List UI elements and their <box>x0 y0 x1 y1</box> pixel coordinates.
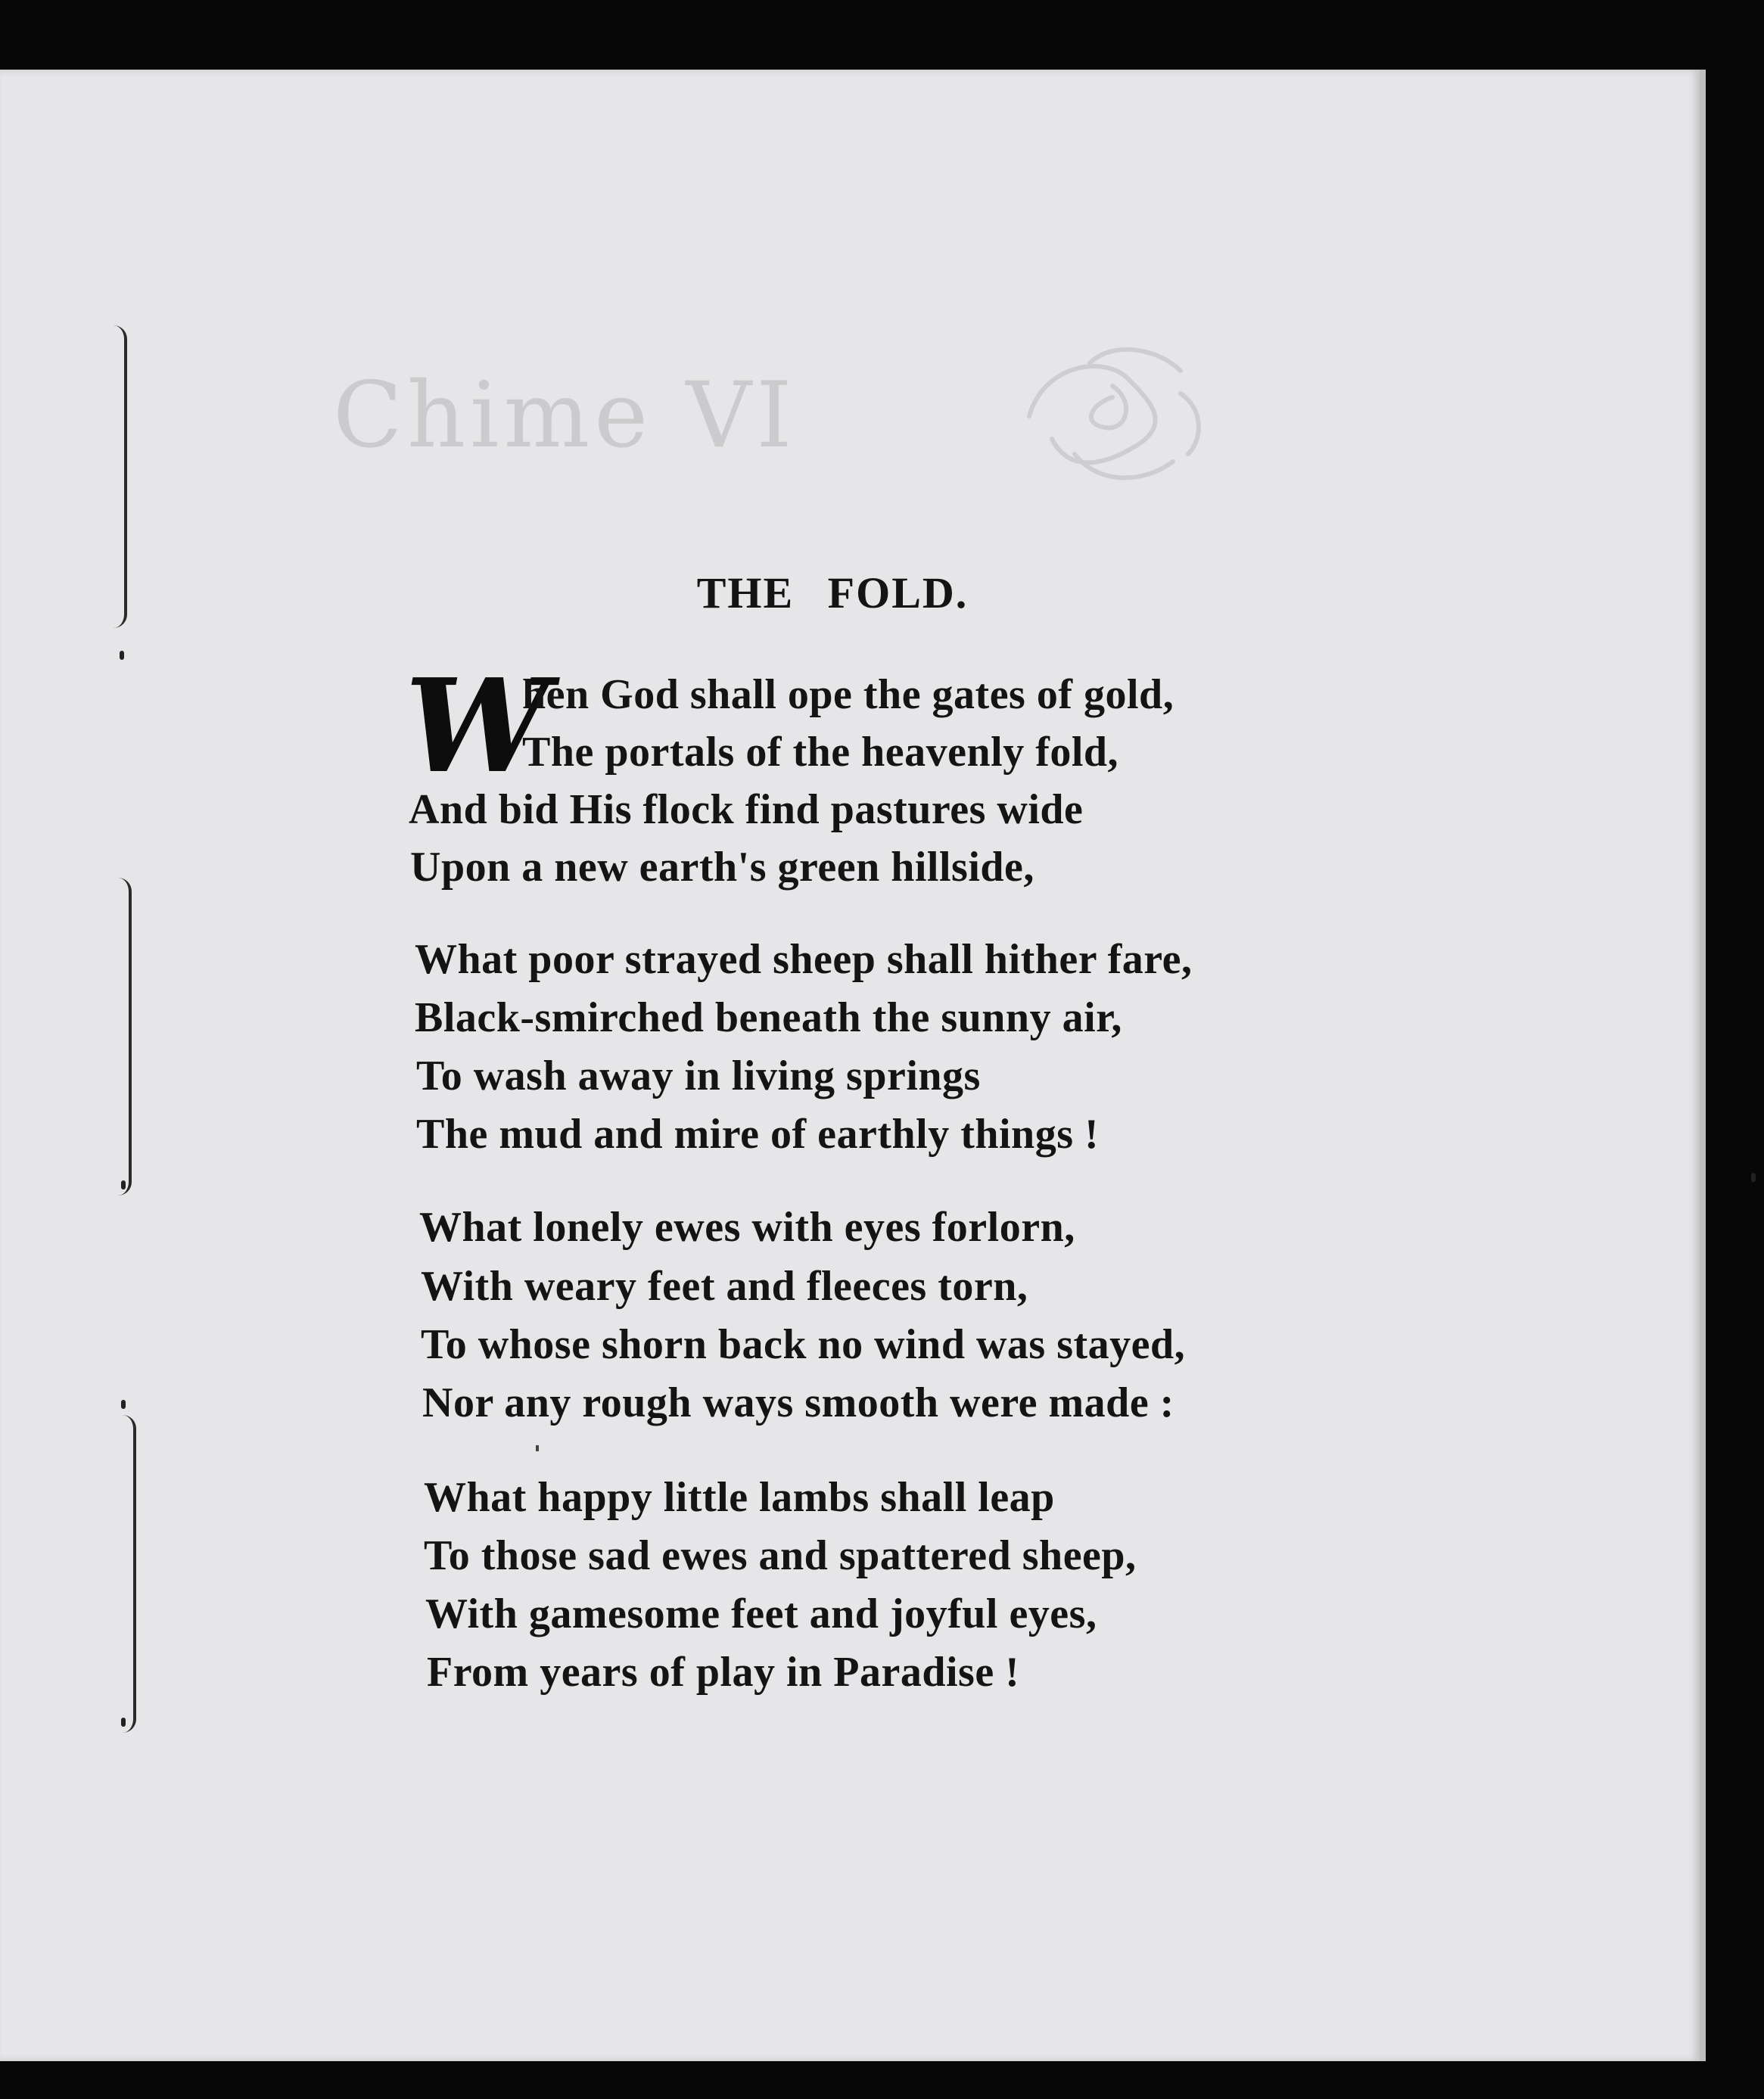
poem-line: To whose shorn back no wind was stayed, <box>421 1321 1186 1368</box>
poem-line: From years of play in Paradise ! <box>427 1649 1020 1696</box>
poem-line: Black-smirched beneath the sunny air, <box>415 994 1122 1041</box>
poem-line: The portals of the heavenly fold, <box>522 729 1119 776</box>
poem-line: What happy little lambs shall leap <box>424 1474 1055 1521</box>
drop-cap: W <box>405 651 549 802</box>
binding-mark <box>120 651 124 660</box>
poem-line: Upon a new earth's green hillside, <box>410 844 1034 891</box>
binding-mark <box>121 1718 126 1727</box>
binding-stitch <box>118 878 132 1196</box>
poem-line: hen God shall ope the gates of gold, <box>522 671 1174 718</box>
page-edge <box>1700 70 1706 2061</box>
poem-line: What poor strayed sheep shall hither fare, <box>415 936 1193 983</box>
poem-line: To those sad ewes and spattered sheep, <box>424 1532 1137 1579</box>
poem-line: Nor any rough ways smooth were made : <box>422 1379 1174 1426</box>
binding-mark <box>121 1400 126 1409</box>
scan-mark <box>1751 1173 1756 1182</box>
poem-line: What lonely ewes with eyes forlorn, <box>419 1204 1075 1251</box>
binding-stitch <box>123 1415 136 1733</box>
faded-ornament-stamp <box>999 333 1226 492</box>
poem-line: To wash away in living springs <box>416 1053 981 1099</box>
chime-heading-faded: Chime VI <box>333 363 797 468</box>
poem-line: With gamesome feet and joyful eyes, <box>425 1591 1097 1637</box>
binding-mark <box>121 1180 126 1189</box>
poem-title: THE FOLD. <box>696 568 969 617</box>
poem-line: And bid His flock find pastures wide <box>409 786 1084 833</box>
poem-line: With weary feet and fleeces torn, <box>421 1263 1028 1310</box>
poem-line: The mud and mire of earthly things ! <box>416 1111 1100 1158</box>
ink-speck <box>536 1445 539 1451</box>
